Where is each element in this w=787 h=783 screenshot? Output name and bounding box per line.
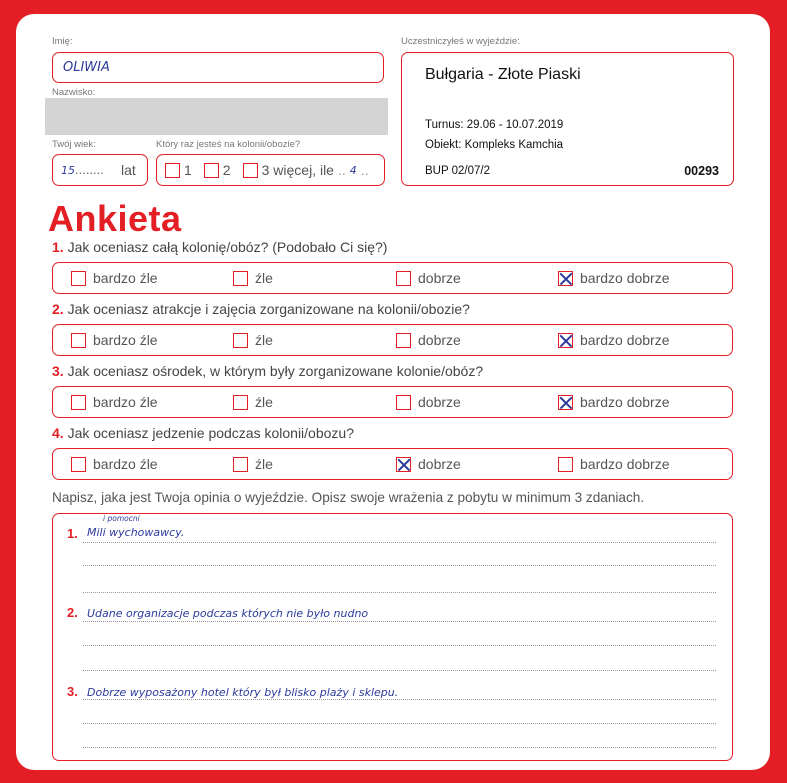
trip-turnus: Turnus: 29.06 - 10.07.2019 — [425, 119, 564, 131]
q1-option-zle: źle — [255, 270, 273, 286]
which-time-option-3: 3 więcej, ile — [261, 162, 334, 178]
question-3-text: Jak oceniasz ośrodek, w którym były zorganizowane kolonie/obóz? — [67, 363, 484, 379]
question-3-options — [52, 386, 733, 418]
q3-checkbox-bardzo-dobrze[interactable] — [558, 395, 573, 410]
answer-1-text: Mili wychowawcy. — [87, 526, 185, 539]
age-field[interactable] — [52, 154, 148, 186]
q3-checkbox-bardzo-zle[interactable] — [71, 395, 86, 410]
q2-checkbox-bardzo-zle[interactable] — [71, 333, 86, 348]
question-2-text: Jak oceniasz atrakcje i zajęcia zorganizowane na kolonii/obozie? — [67, 301, 470, 317]
age-unit: lat — [121, 162, 136, 178]
age-fill — [61, 162, 104, 177]
q1-checkbox-bardzo-dobrze[interactable] — [558, 271, 573, 286]
answer-1-number: 1. — [67, 526, 78, 541]
answer-line — [83, 645, 716, 646]
age-label: Twój wiek: — [52, 139, 96, 150]
trip-obiekt: Obiekt: Kompleks Kamchia — [425, 139, 564, 151]
q2-checkbox-dobrze[interactable] — [396, 333, 411, 348]
opinion-answers-box[interactable] — [52, 513, 733, 761]
q4-checkbox-dobrze[interactable] — [396, 457, 411, 472]
age-dots: ........ — [75, 162, 104, 177]
survey-title: Ankieta — [48, 198, 182, 239]
q4-checkbox-zle[interactable] — [233, 457, 248, 472]
answer-3-text: Dobrze wyposażony hotel który był blisko plaży i sklepu. — [87, 686, 399, 699]
answer-3-number: 3. — [67, 684, 78, 699]
q1-checkbox-zle[interactable] — [233, 271, 248, 286]
q2-checkbox-bardzo-dobrze[interactable] — [558, 333, 573, 348]
name-label: Imię: — [52, 36, 73, 47]
q3-option-dobrze: dobrze — [418, 394, 461, 410]
q1-option-bardzo-zle: bardzo źle — [93, 270, 158, 286]
answer-line — [83, 592, 716, 593]
q3-option-bardzo-zle: bardzo źle — [93, 394, 158, 410]
surname-label: Nazwisko: — [52, 87, 96, 98]
q1-option-dobrze: dobrze — [418, 270, 461, 286]
answer-2-number: 2. — [67, 605, 78, 620]
name-field[interactable] — [52, 52, 384, 83]
q4-option-bardzo-dobrze: bardzo dobrze — [580, 456, 670, 472]
question-4-text: Jak oceniasz jedzenie podczas kolonii/obozu? — [67, 425, 354, 441]
answer-line — [83, 670, 716, 671]
trip-code: BUP 02/07/2 — [425, 165, 491, 177]
which-time-checkbox-1[interactable] — [165, 163, 180, 178]
name-value: OLIWIA — [63, 60, 110, 75]
opinion-prompt: Napisz, jaka jest Twoja opinia o wyjeździe. Opisz swoje wrażenia z pobytu w minimum 3 zdaniach. — [52, 490, 645, 505]
answer-line — [83, 723, 716, 724]
answer-line — [83, 621, 716, 622]
q4-option-dobrze: dobrze — [418, 456, 461, 472]
question-1-number: 1. — [52, 239, 64, 255]
question-1-options — [52, 262, 733, 294]
which-time-option-1: 1 — [184, 162, 192, 178]
which-time-option-2: 2 — [222, 162, 231, 178]
question-1 — [52, 239, 387, 255]
age-value: 15 — [61, 164, 75, 177]
surname-redacted-field[interactable] — [45, 98, 388, 135]
answer-line — [83, 542, 716, 543]
q1-option-bardzo-dobrze: bardzo dobrze — [580, 270, 670, 286]
answer-1-insert: i pomocni — [103, 514, 140, 523]
question-4 — [52, 425, 354, 441]
q4-option-zle: źle — [255, 456, 273, 472]
q2-option-bardzo-dobrze: bardzo dobrze — [580, 332, 670, 348]
which-time-count: 4 — [349, 163, 357, 177]
survey-form-sheet — [16, 14, 770, 770]
which-time-field: 1 2 3 więcej, ile .. 4 .. — [156, 154, 385, 186]
q2-option-dobrze: dobrze — [418, 332, 461, 348]
question-2-number: 2. — [52, 301, 64, 317]
question-2-options — [52, 324, 733, 356]
q1-checkbox-dobrze[interactable] — [396, 271, 411, 286]
trip-info-box — [401, 52, 734, 186]
q2-checkbox-zle[interactable] — [233, 333, 248, 348]
question-3 — [52, 363, 483, 379]
q3-option-bardzo-dobrze: bardzo dobrze — [580, 394, 670, 410]
question-1-text: Jak oceniasz całą kolonię/obóz? (Podobało Ci się?) — [67, 239, 388, 255]
answer-2-text: Udane organizacje podczas których nie było nudno — [87, 607, 369, 620]
q4-option-bardzo-zle: bardzo źle — [93, 456, 158, 472]
question-3-number: 3. — [52, 363, 64, 379]
q4-checkbox-bardzo-dobrze[interactable] — [558, 457, 573, 472]
question-4-number: 4. — [52, 425, 64, 441]
trip-destination: Bułgaria - Złote Piaski — [425, 66, 581, 83]
question-4-options — [52, 448, 733, 480]
which-time-checkbox-2[interactable] — [204, 163, 219, 178]
q2-option-bardzo-zle: bardzo źle — [93, 332, 158, 348]
which-time-checkbox-3[interactable] — [243, 163, 258, 178]
q1-checkbox-bardzo-zle[interactable] — [71, 271, 86, 286]
q2-option-zle: źle — [255, 332, 273, 348]
trip-number: 00293 — [684, 164, 719, 178]
q3-checkbox-zle[interactable] — [233, 395, 248, 410]
answer-line — [83, 565, 716, 566]
q4-checkbox-bardzo-zle[interactable] — [71, 457, 86, 472]
q3-option-zle: źle — [255, 394, 273, 410]
question-2 — [52, 301, 470, 317]
which-time-label: Który raz jesteś na kolonii/obozie? — [156, 139, 301, 150]
answer-line — [83, 699, 716, 700]
trip-label: Uczestniczyłeś w wyjeździe: — [401, 36, 520, 47]
q3-checkbox-dobrze[interactable] — [396, 395, 411, 410]
answer-line — [83, 747, 716, 748]
